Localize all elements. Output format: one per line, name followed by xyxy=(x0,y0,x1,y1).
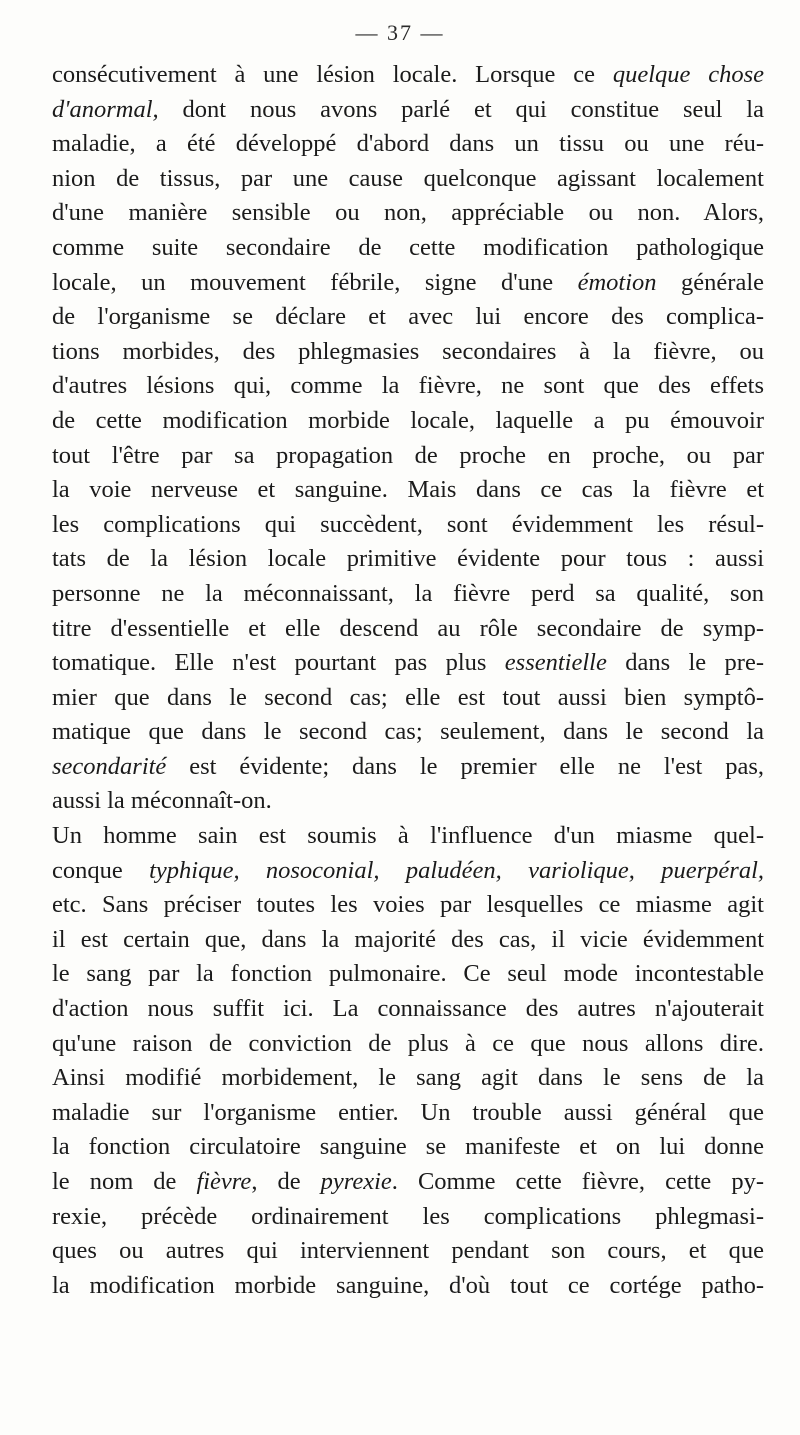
text-line xyxy=(52,542,764,577)
text-segment: etc. Sans préciser toutes les voies par lesquelles ce miasme agit xyxy=(52,891,764,919)
text-segment: le sang par la fonction pulmonaire. Ce seul mode incontestable xyxy=(52,960,764,988)
text-segment: maladie, a été développé d'abord dans un tissu ou une réu- xyxy=(52,130,764,158)
text-line xyxy=(52,266,764,301)
italic-text: quelque chose xyxy=(612,61,764,88)
italic-text: pyrexie xyxy=(320,1168,392,1195)
italic-text: d'anormal, xyxy=(52,95,159,123)
text-segment: qu'une raison de conviction de plus à ce que nous allons dire. xyxy=(52,1029,764,1057)
text-segment: dans le pre- xyxy=(606,649,764,677)
text-segment: matique que dans le second cas; seulement, dans le second la xyxy=(52,718,764,746)
text-line xyxy=(52,335,764,370)
text-segment: comme suite secondaire de cette modification pathologique xyxy=(52,233,764,261)
page-number: — 37 — xyxy=(355,20,445,45)
text-line xyxy=(52,196,764,231)
text-segment: aussi la méconnaît-on. xyxy=(52,787,272,815)
text-segment: dont nous avons parlé et qui constitue seul la xyxy=(158,95,764,123)
text-line xyxy=(52,646,764,681)
text-segment: nion de tissus, par une cause quelconque agissant localement xyxy=(52,164,764,192)
text-segment: de cette modification morbide locale, laquelle a pu émouvoir xyxy=(52,406,764,434)
text-line xyxy=(52,957,764,992)
text-segment: le nom de xyxy=(52,1168,197,1195)
text-segment: de l'organisme se déclare et avec lui encore des complica- xyxy=(52,303,764,331)
text-segment: personne ne la méconnaissant, la fièvre perd sa qualité, son xyxy=(52,579,764,607)
text-segment: les complications qui succèdent, sont évidemment les résul- xyxy=(52,510,764,538)
text-line xyxy=(52,93,764,128)
text-line xyxy=(52,992,764,1027)
italic-text: essentielle xyxy=(504,649,607,677)
italic-text: émotion xyxy=(577,268,657,296)
text-segment: tions morbides, des phlegmasies secondaires à la fièvre, ou xyxy=(52,337,764,365)
text-line xyxy=(52,162,764,197)
text-segment: mier que dans le second cas; elle est tout aussi bien symptô- xyxy=(52,683,764,711)
text-segment: rexie, précède ordinairement les complications phlegmasi- xyxy=(52,1202,764,1230)
text-line xyxy=(52,404,764,439)
text-segment: la fonction circulatoire sanguine se manifeste et on lui donne xyxy=(52,1133,764,1161)
italic-text: typhique, nosoconial, paludéen, variolique, puerpéral, xyxy=(149,856,764,884)
text-line xyxy=(52,231,764,266)
text-line xyxy=(52,612,764,647)
text-line xyxy=(52,1027,764,1062)
text-segment: , de xyxy=(251,1168,321,1195)
text-segment: locale, un mouvement fébrile, signe d'une xyxy=(52,268,578,296)
text-line xyxy=(52,1234,764,1269)
text-line xyxy=(52,819,764,854)
text-segment: Un homme sain est soumis à l'influence d'un miasme quel- xyxy=(52,822,764,850)
text-line xyxy=(52,888,764,923)
text-line xyxy=(52,715,764,750)
text-line xyxy=(52,1130,764,1165)
text-line xyxy=(52,58,764,93)
text-line xyxy=(52,577,764,612)
text-line xyxy=(52,1269,764,1304)
text-line xyxy=(52,508,764,543)
italic-text: secondarité xyxy=(52,752,167,780)
body-text xyxy=(52,58,764,1303)
text-segment: maladie sur l'organisme entier. Un trouble aussi général que xyxy=(52,1098,764,1126)
text-line xyxy=(52,784,764,819)
text-segment: d'une manière sensible ou non, appréciable ou non. Alors, xyxy=(52,199,764,227)
text-segment: la voie nerveuse et sanguine. Mais dans ce cas la fièvre et xyxy=(52,476,764,504)
text-segment: il est certain que, dans la majorité des cas, il vicie évidemment xyxy=(52,925,764,953)
text-line xyxy=(52,439,764,474)
text-line xyxy=(52,127,764,162)
text-line xyxy=(52,369,764,404)
text-segment: est évidente; dans le premier elle ne l'est pas, xyxy=(166,752,764,780)
text-segment: ques ou autres qui interviennent pendant son cours, et que xyxy=(52,1237,764,1265)
text-segment: Ainsi modifié morbidement, le sang agit dans le sens de la xyxy=(52,1064,764,1092)
text-segment: . Comme cette fièvre, cette py- xyxy=(391,1168,764,1195)
text-segment: conque xyxy=(52,856,150,884)
text-line xyxy=(52,750,764,785)
text-line xyxy=(52,1096,764,1131)
text-segment: d'autres lésions qui, comme la fièvre, ne sont que des effets xyxy=(52,372,764,400)
text-segment: consécutivement à une lésion locale. Lorsque ce xyxy=(52,61,613,88)
text-line xyxy=(52,473,764,508)
text-segment: titre d'essentielle et elle descend au rôle secondaire de symp- xyxy=(52,614,764,642)
text-segment: tomatique. Elle n'est pourtant pas plus xyxy=(52,649,505,677)
text-line xyxy=(52,681,764,716)
text-segment: générale xyxy=(656,268,764,296)
text-line xyxy=(52,1200,764,1235)
text-segment: la modification morbide sanguine, d'où tout ce cortége patho- xyxy=(52,1271,764,1299)
text-segment: d'action nous suffit ici. La connaissance des autres n'ajouterait xyxy=(52,995,764,1023)
text-segment: tats de la lésion locale primitive évidente pour tous : aussi xyxy=(52,545,764,573)
text-line xyxy=(52,923,764,958)
text-segment: tout l'être par sa propagation de proche en proche, ou par xyxy=(52,441,764,469)
text-line xyxy=(52,1165,764,1200)
text-line xyxy=(52,854,764,889)
text-line xyxy=(52,1061,764,1096)
text-line xyxy=(52,300,764,335)
italic-text: fièvre xyxy=(196,1168,252,1195)
